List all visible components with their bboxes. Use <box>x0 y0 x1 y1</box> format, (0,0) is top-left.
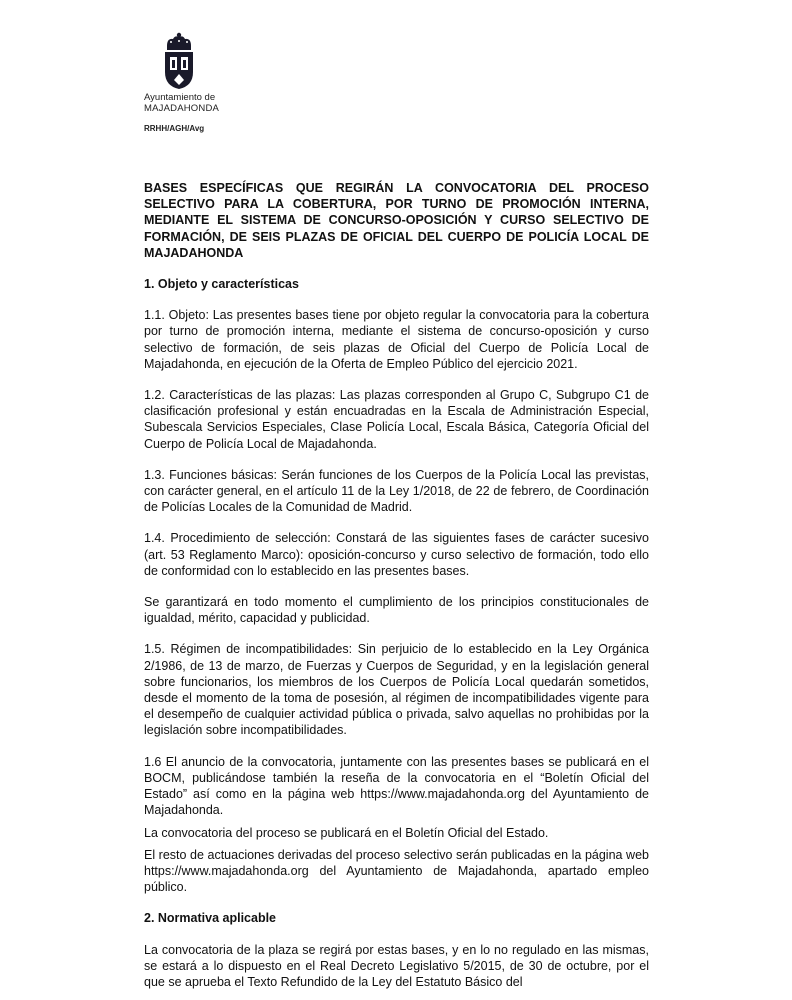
paragraph-1-6-web: El resto de actuaciones derivadas del proceso selectivo serán publicadas en la página web https://www.majadahonda.org del Ayuntamiento de Majadahonda, apartado empleo público. <box>144 847 649 895</box>
coat-of-arms-icon <box>162 32 196 90</box>
paragraph-1-4: 1.4. Procedimiento de selección: Constará de las siguientes fases de carácter sucesivo (art. 53 Reglamento Marco): oposición-concurso y curso selectivo de formación, todo ello de conformidad con lo establecido en las presentes bases. <box>144 531 649 578</box>
paragraph-1-1: 1.1. Objeto: Las presentes bases tiene por objeto regular la convocatoria para la cobertura por turno de promoción interna, mediante el sistema de concurso-oposición y curso selectivo de formación, de seis plazas de Oficial del Cuerpo de Policía Local de Majadahonda, en ejecución de la Oferta de Empleo Público del ejercicio 2021. <box>144 308 649 371</box>
paragraph-1-6-boe: La convocatoria del proceso se publicará en el Boletín Oficial del Estado. <box>144 825 549 840</box>
paragraph-1-3: 1.3. Funciones básicas: Serán funciones de los Cuerpos de la Policía Local las previstas, con carácter general, en el artículo 11 de la Ley 1/2018, de 22 de febrero, de Coordinación de Policías Locales de la Comunidad de Madrid. <box>144 467 649 515</box>
paragraph-2-1: La convocatoria de la plaza se regirá por estas bases, y en lo no regulado en las mismas, se estará a lo dispuesto en el Real Decreto Legislativo 5/2015, de 30 de octubre, por el que se aprueba el Texto Refundido de la Ley del Estatuto Básico del <box>144 942 649 989</box>
paragraph-1-4-principles: Se garantizará en todo momento el cumplimiento de los principios constitucionales de igualdad, mérito, capacidad y publicidad. <box>144 595 649 626</box>
municipal-logo <box>144 32 234 114</box>
org-name-line1: Ayuntamiento de <box>144 92 216 103</box>
paragraph-1-5: 1.5. Régimen de incompatibilidades: Sin perjuicio de lo establecido en la Ley Orgánica 2/1986, de 13 de marzo, de Fuerzas y Cuerpos de Seguridad, y en la legislación general sobre funcionarios, los miembros de los Cuerpos de Policía Local quedarán sometidos, desde el momento de la toma de posesión, al régimen de incompatibilidades vigente para el desempeño de cualquier actividad pública o privada, salvo aquellas no prohibidas por la legislación sobre incompatibilidades. <box>144 642 649 738</box>
section-heading-2: 2. Normativa aplicable <box>144 911 277 926</box>
section-heading-1: 1. Objeto y características <box>144 277 299 292</box>
paragraph-1-6: 1.6 El anuncio de la convocatoria, juntamente con las presentes bases se publicará en el BOCM, publicándose también la reseña de la convocatoria en el “Boletín Oficial del Estado” así como en la página web https://www.majadahonda.org del Ayuntamiento de Majadahonda. <box>144 754 649 818</box>
document-reference: RRHH/AGH/Avg <box>144 124 205 133</box>
org-name-line2: MAJADAHONDA <box>144 103 220 114</box>
document-body <box>144 180 649 990</box>
paragraph-1-2: 1.2. Características de las plazas: Las plazas corresponden al Grupo C, Subgrupo C1 de clasificación profesional y están encuadradas en la Escala de Administración Especial, Subescala Servicios Especiales, Clase Policía Local, Escala Básica, Categoría Oficial del Cuerpo de Policía Local de Majadahonda. <box>144 388 649 451</box>
document-title: BASES ESPECÍFICAS QUE REGIRÁN LA CONVOCATORIA DEL PROCESO SELECTIVO PARA LA COBERTURA, POR TURNO DE PROMOCIÓN INTERNA, MEDIANTE EL SISTEMA DE CONCURSO-OPOSICIÓN Y CURSO SELECTIVO DE FORMACIÓN, DE SEIS PLAZAS DE OFICIAL DEL CUERPO DE POLICÍA LOCAL DE MAJADAHONDA <box>144 181 649 260</box>
